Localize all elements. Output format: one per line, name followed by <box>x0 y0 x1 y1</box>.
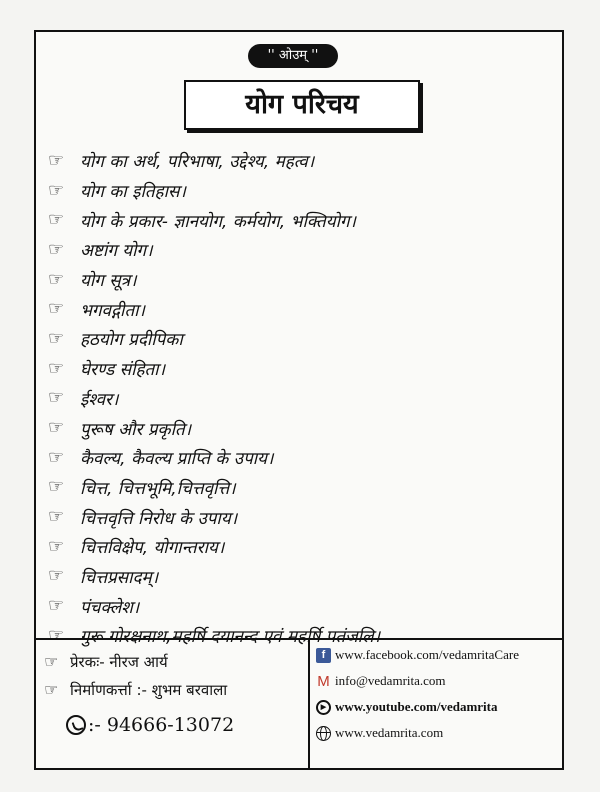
topic-text: योग का अर्थ, परिभाषा, उद्देश्य, महत्व। <box>80 152 315 173</box>
topic-item <box>48 324 560 354</box>
topic-item <box>48 473 560 503</box>
pointing-hand-icon: ☞ <box>48 535 65 557</box>
website-url: www.vedamrita.com <box>335 725 444 740</box>
topic-text: कैवल्य, कैवल्य प्राप्ति के उपाय। <box>80 449 274 470</box>
page-title: योग परिचय <box>184 80 420 130</box>
youtube-icon: ▶ <box>316 700 331 715</box>
pointing-hand-icon: ☞ <box>48 298 65 320</box>
pointing-hand-icon: ☞ <box>48 179 65 201</box>
topic-text: चित्तवृत्ति निरोध के उपाय। <box>80 508 238 529</box>
topic-text: चित्त, चित्तभूमि,चित्तवृत्ति। <box>80 478 236 499</box>
topic-item <box>48 502 560 532</box>
topic-item <box>48 532 560 562</box>
pointing-hand-icon: ☞ <box>48 476 65 498</box>
topic-list <box>48 146 560 651</box>
pointing-hand-icon: ☞ <box>44 652 59 671</box>
om-badge: '' ओउम् '' <box>248 44 338 68</box>
topic-text: अष्टांग योग। <box>80 241 153 262</box>
topic-item <box>48 235 560 265</box>
email-link[interactable] <box>316 668 564 694</box>
topic-item <box>48 294 560 324</box>
website-link[interactable] <box>316 720 564 746</box>
contact-links <box>316 642 564 746</box>
pointing-hand-icon: ☞ <box>48 446 65 468</box>
phone-number: :- 94666-13072 <box>88 714 235 736</box>
pointing-hand-icon: ☞ <box>48 209 65 231</box>
pointing-hand-icon: ☞ <box>48 327 65 349</box>
topic-text: पंचक्लेश। <box>80 597 140 618</box>
topic-item <box>48 591 560 621</box>
topic-item <box>48 176 560 206</box>
pointing-hand-icon: ☞ <box>48 595 65 617</box>
footer-divider <box>36 638 562 640</box>
pointing-hand-icon: ☞ <box>48 506 65 528</box>
topic-item <box>48 205 560 235</box>
topic-item <box>48 413 560 443</box>
youtube-link[interactable] <box>316 694 564 720</box>
topic-text: चित्तविक्षेप, योगान्तराय। <box>80 538 225 559</box>
globe-icon <box>316 726 331 741</box>
topic-text: योग के प्रकार- ज्ञानयोग, कर्मयोग, भक्तियोग। <box>80 211 356 232</box>
topic-item <box>48 384 560 414</box>
topic-text: घेरण्ड संहिता। <box>80 360 166 381</box>
pointing-hand-icon: ☞ <box>48 357 65 379</box>
topic-item <box>48 354 560 384</box>
inspirer-line <box>44 648 304 676</box>
topic-item <box>48 265 560 295</box>
pointing-hand-icon: ☞ <box>44 680 59 699</box>
topic-text: गुरू गोरक्षनाथ,महर्षि दयानन्द एवं महर्षि पतंजलि। <box>80 627 381 648</box>
topic-item <box>48 146 560 176</box>
pointing-hand-icon: ☞ <box>48 387 65 409</box>
whatsapp-icon <box>66 715 86 735</box>
inspirer-text: प्रेरकः- नीरज आर्य <box>70 653 168 671</box>
pointing-hand-icon: ☞ <box>48 624 65 646</box>
email-address: info@vedamrita.com <box>335 673 446 688</box>
topic-text: पुरूष और प्रकृति। <box>80 419 192 440</box>
creator-line <box>44 676 304 704</box>
creator-text: निर्माणकर्त्ता :- शुभम बरवाला <box>70 681 228 699</box>
pointing-hand-icon: ☞ <box>48 417 65 439</box>
topic-item <box>48 443 560 473</box>
topic-text: ईश्वर। <box>80 389 119 410</box>
topic-text: चित्तप्रसादम्। <box>80 567 159 588</box>
facebook-icon: f <box>316 648 331 663</box>
pointing-hand-icon: ☞ <box>48 268 65 290</box>
phone-contact <box>66 714 234 736</box>
topic-text: योग सूत्र। <box>80 271 137 292</box>
facebook-url: www.facebook.com/vedamritaCare <box>335 647 519 662</box>
gmail-icon: M <box>317 672 330 690</box>
youtube-url: www.youtube.com/vedamrita <box>335 699 498 714</box>
footer-column-divider <box>308 638 310 768</box>
topic-text: हठयोग प्रदीपिका <box>80 330 183 351</box>
pointing-hand-icon: ☞ <box>48 565 65 587</box>
topic-text: भगवद्गीता। <box>80 300 145 321</box>
syllabus-sheet <box>34 30 564 770</box>
pointing-hand-icon: ☞ <box>48 149 65 171</box>
topic-item <box>48 562 560 592</box>
facebook-link[interactable] <box>316 642 564 668</box>
pointing-hand-icon: ☞ <box>48 238 65 260</box>
topic-text: योग का इतिहास। <box>80 182 186 203</box>
credits-block <box>44 648 304 704</box>
